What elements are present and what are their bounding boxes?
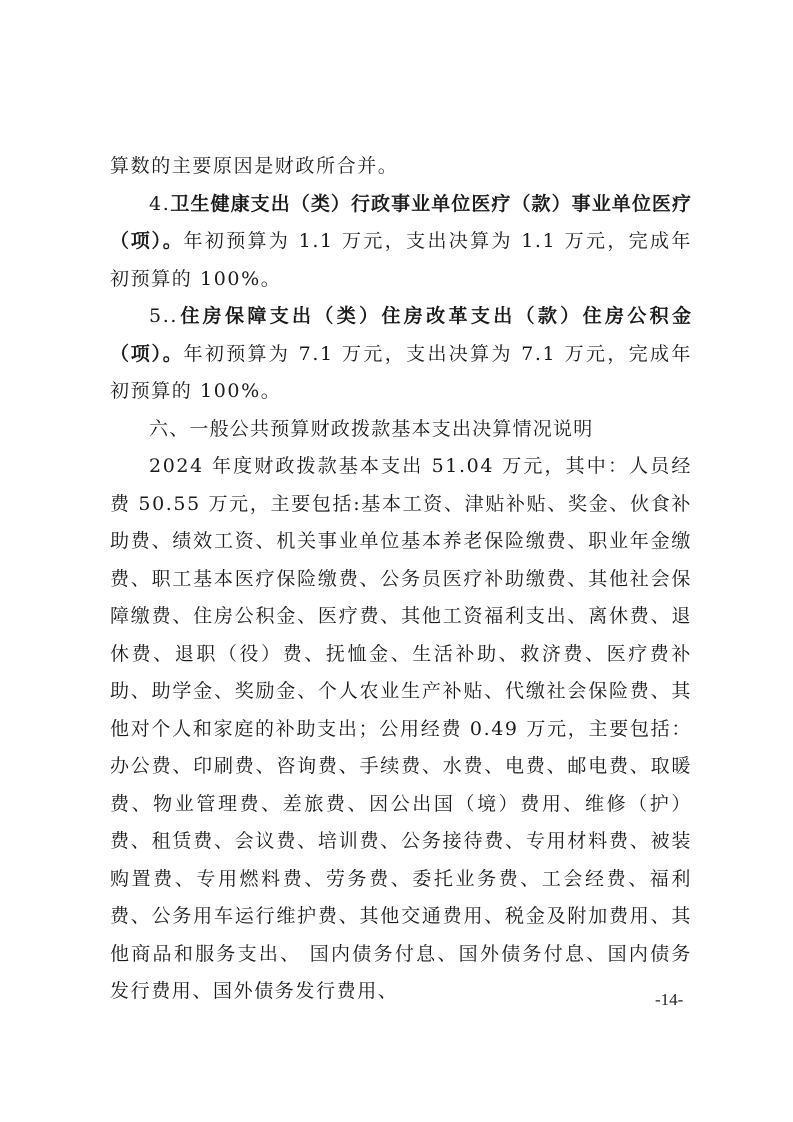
- item-5-title: 住房保障支出（类）住房改革支出（款）住房公积金（项）。: [110, 305, 692, 365]
- item-4-number: 4.: [149, 192, 171, 215]
- item-4-title: 卫生健康支出（类）行政事业单位医疗（款）事业单位医疗（项）。: [110, 192, 692, 252]
- item-5-number: 5..: [149, 305, 178, 327]
- item-5-paragraph: [110, 298, 692, 411]
- document-page: [110, 148, 692, 1011]
- page-number: -14-: [655, 990, 684, 1009]
- item-4-paragraph: [110, 186, 692, 299]
- item-4-body: 年初预算为 1.1 万元，支出决算为 1.1 万元，完成年初预算的 100%。: [110, 230, 692, 290]
- item-5-body: 年初预算为 7.1 万元，支出决算为 7.1 万元，完成年初预算的 100%。: [110, 342, 692, 402]
- section-6-heading: 六、一般公共预算财政拨款基本支出决算情况说明: [149, 417, 594, 440]
- continuation-paragraph: 算数的主要原因是财政所合并。: [110, 155, 399, 177]
- section-6-paragraph: 2024 年度财政拨款基本支出 51.04 万元，其中：人员经费 50.55 万元，主要包括:基本工资、津贴补贴、奖金、伙食补助费、绩效工资、机关事业单位基本养老保险缴费、职业年金缴费、职工基本医疗保险缴费、公务员医疗补助缴费、其他社会保障缴费、住房公积金、医疗费、其他工资福利支出、离休费、退休费、退职（役）费、抚恤金、生活补助、救济费、医疗费补助、助学金、奖励金、个人农业生产补贴、代缴社会保险费、其他对个人和家庭的补助支出；公用经费 0.49 万元，主要包括：办公费、印刷费、咨询费、手续费、水费、电费、邮电费、取暖费、物业管理费、差旅费、因公出国（境）费用、维修（护）费、租赁费、会议费、培训费、公务接待费、专用材料费、被装购置费、专用燃料费、劳务费、委托业务费、工会经费、福利费、公务用车运行维护费、其他交通费用、税金及附加费用、其他商品和服务支出、 国内债务付息、国外债务付息、国内债务发行费用、国外债务发行费用、: [110, 455, 692, 1002]
